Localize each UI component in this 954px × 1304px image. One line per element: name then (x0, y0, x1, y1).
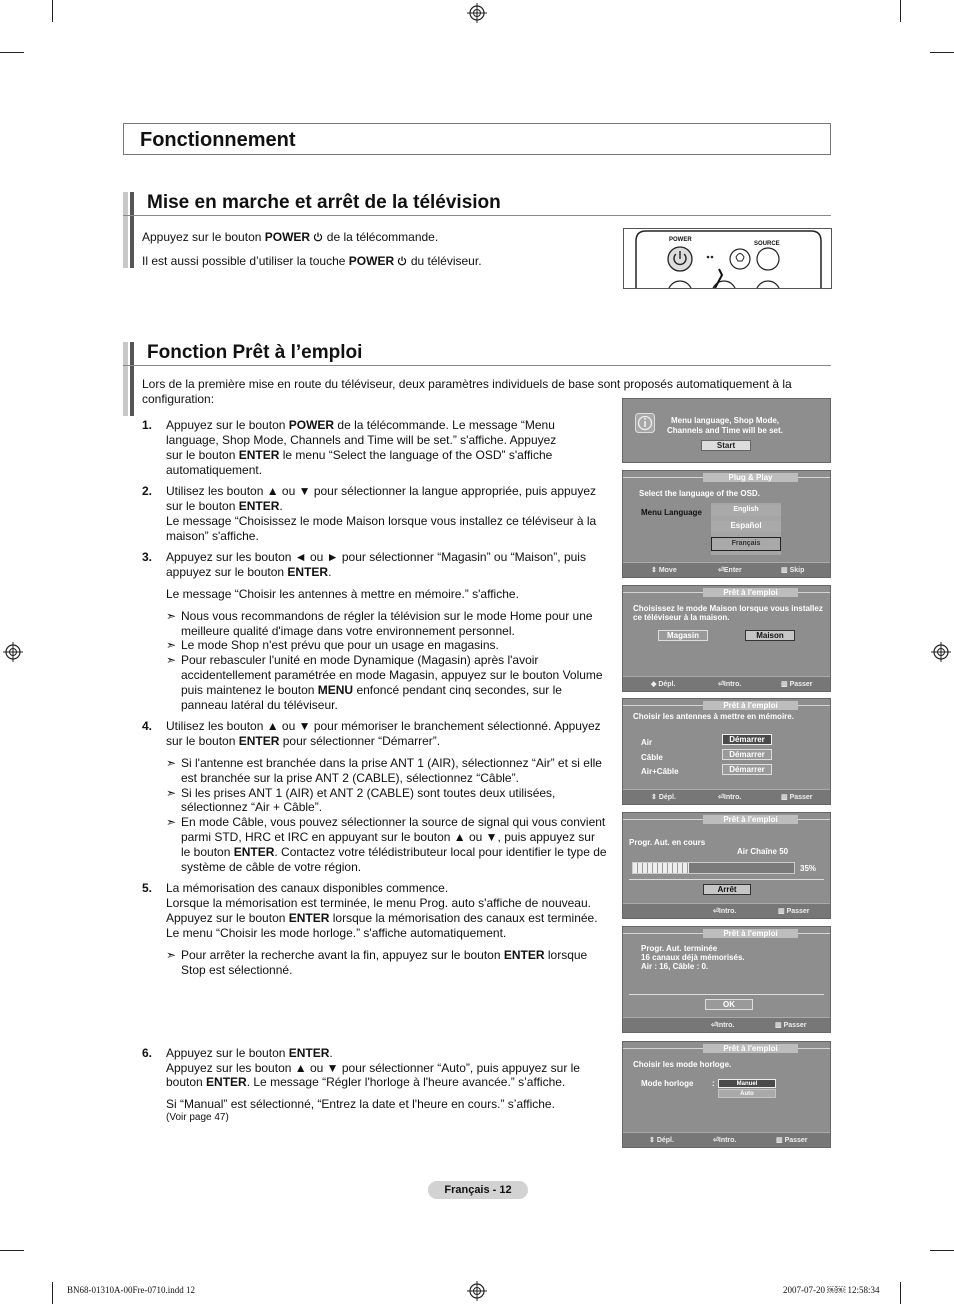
chapter-title: Fonctionnement (140, 129, 296, 151)
osd-footer (623, 903, 830, 918)
section-heading (123, 190, 831, 216)
note-line: Pour arrêter la recherche avant la fin, appuyez sur le bouton ENTER lorsque (181, 948, 588, 962)
file-slug: BN68-01310A-00Fre-0710.indd 12 (67, 1285, 195, 1295)
intro-line: Lors de la première mise en route du téléviseur, deux paramètres individuels de base sont proposés automatiquement à la (142, 377, 792, 391)
note-symbol: ➣ (166, 815, 177, 829)
page-number: Français - 12 (428, 1181, 528, 1199)
language-option-english[interactable]: English (711, 505, 781, 516)
skip-hint: ▥ Passer (776, 1137, 808, 1144)
osd-footer (623, 562, 830, 577)
osd-prompt: Choisir les mode horloge. (633, 1060, 732, 1069)
progress-percent: 35% (800, 864, 817, 873)
start-button[interactable]: Start (701, 440, 751, 451)
enter-hint: ⏎Intro. (718, 794, 742, 801)
chapter-heading (123, 123, 831, 155)
osd-footer (623, 676, 830, 691)
step-number: 5. (142, 881, 153, 895)
clock-mode-colon: : (712, 1079, 715, 1088)
note-line: est branchée sur la prise ANT 2 (CABLE), sélectionnez “Câble”. (181, 771, 519, 785)
step-line: Le menu “Choisir les mode horloge.” s'affiche automatiquement. (166, 926, 507, 940)
progress-bar (632, 862, 795, 874)
step-line: Appuyez sur le bouton ENTER. (166, 1046, 333, 1060)
crop-mark (52, 0, 53, 22)
crop-mark (0, 1250, 24, 1251)
enter-hint: ⏎Intro. (713, 908, 737, 915)
osd-screen-auto-program (622, 812, 831, 919)
start-air-button[interactable]: Démarrer (722, 734, 772, 745)
osd-screen-antenna (622, 698, 831, 805)
note-line: système de câble de votre région. (181, 860, 362, 874)
progress-divider (629, 879, 824, 880)
step-line: Appuyez sur le bouton ENTER lorsque la mémorisation des canaux est terminée. (166, 911, 598, 925)
step-line: sur le bouton ENTER pour sélectionner “Démarrer”. (166, 734, 441, 748)
enter-hint: ⏎Intro. (711, 1022, 735, 1029)
channel-status: Air Chaîne 50 (737, 847, 789, 856)
osd-footer (623, 1017, 830, 1032)
clock-option-auto[interactable]: Auto (718, 1089, 776, 1098)
osd-title: Prêt à l'emploi (703, 1044, 798, 1053)
step-line: Si “Manual” est sélectionné, “Entrez la date et l'heure en cours.” s’affiche. (166, 1097, 555, 1111)
enter-hint: ⏎Enter (718, 567, 742, 574)
antenna-cable-label: Câble (641, 753, 663, 762)
osd-screen-clock-mode (622, 1041, 831, 1148)
registration-mark-icon (931, 642, 951, 662)
move-hint: ⇕ Dépl. (649, 1137, 674, 1144)
step-line: automatiquement. (166, 463, 263, 477)
crop-mark (900, 1282, 901, 1304)
antenna-air-cable-label: Air+Câble (641, 767, 679, 776)
step-line: Le message “Choisir les antennes à mettre en mémoire.” s'affiche. (166, 587, 519, 601)
stop-button[interactable]: Arrêt (703, 884, 751, 895)
osd-screen-auto-program-done (622, 926, 831, 1033)
step-line: maison” s'affiche. (166, 529, 259, 543)
note-line: parmi STD, HRC et IRC en appuyant sur le bouton ▲ ou ▼, puis appuyez sur (181, 830, 595, 844)
intro-line: configuration: (142, 392, 215, 406)
enter-hint: ⏎Intro. (718, 681, 742, 688)
step-number: 1. (142, 418, 153, 432)
note-line: Stop est sélectionné. (181, 963, 293, 977)
antenna-air-label: Air (641, 738, 653, 747)
step-line: La mémorisation des canaux disponibles commence. (166, 881, 449, 895)
osd-title: Prêt à l'emploi (703, 588, 798, 597)
language-option-francais[interactable]: Français (711, 537, 781, 551)
page-reference: (Voir page 47) (166, 1112, 229, 1123)
step-line: sur le bouton ENTER le menu “Select the language of the OSD” s'affiche (166, 448, 553, 462)
progress-status: Progr. Aut. en cours (629, 838, 706, 847)
note-symbol: ➣ (166, 756, 177, 770)
registration-mark-icon (467, 3, 487, 23)
shop-mode-option[interactable]: Magasin (658, 630, 708, 641)
step-number: 2. (142, 484, 153, 498)
note-symbol: ➣ (166, 638, 177, 652)
home-mode-option[interactable]: Maison (745, 630, 795, 641)
date-slug: 2007-07-20 ￼￼ 12:58:34 (783, 1285, 880, 1295)
skip-hint: ▥ Passer (778, 908, 810, 915)
start-air-cable-button[interactable]: Démarrer (722, 764, 772, 775)
crop-mark (52, 1282, 53, 1304)
osd-footer (623, 1132, 830, 1147)
note-line: En mode Câble, vous pouvez sélectionner la source de signal qui vous convient (181, 815, 606, 829)
section-title: Fonction Prêt à l’emploi (147, 342, 363, 363)
note-line: sélectionnez “Air + Câble”. (181, 800, 323, 814)
note-line: le bouton ENTER. Contactez votre télédistributeur local pour identifier le type de (181, 845, 607, 859)
skip-hint: ▥ Passer (781, 794, 813, 801)
registration-mark-icon (467, 1281, 487, 1301)
power-icon (397, 256, 407, 266)
skip-hint: ▥ Passer (775, 1022, 807, 1029)
clock-mode-label: Mode horloge (641, 1079, 694, 1088)
step-number: 6. (142, 1046, 153, 1060)
step-line: appuyez sur le bouton ENTER. (166, 565, 332, 579)
note-line: puis maintenez le bouton MENU enfoncé pendant cinq secondes, sur le (181, 683, 562, 697)
step-line: language, Shop Mode, Channels and Time will be set.” s'affiche. Appuyez (166, 433, 557, 447)
crop-mark (930, 1250, 954, 1251)
menu-language-label: Menu Language (641, 508, 702, 517)
osd-title: Prêt à l'emploi (703, 815, 798, 824)
step-line: Utilisez les bouton ▲ ou ▼ pour mémoriser le branchement sélectionné. Appuyez (166, 719, 601, 733)
step-line: bouton ENTER. Le message “Régler l'horloge à l'heure avancée.” s’affiche. (166, 1075, 566, 1089)
osd-screen-plug-play (622, 470, 831, 578)
osd-message: Menu language, Shop Mode, (671, 416, 779, 425)
note-line: Si les prises ANT 1 (AIR) et ANT 2 (CABLE) sont toutes deux utilisées, (181, 786, 556, 800)
move-hint: ⇕ Move (651, 567, 677, 574)
source-label: SOURCE (754, 241, 780, 247)
progress-divider (629, 994, 824, 995)
osd-footer (623, 789, 830, 804)
osd-message: Channels and Time will be set. (667, 426, 783, 435)
enter-hint: ⏎Intro. (713, 1137, 737, 1144)
section-heading (123, 340, 831, 366)
move-hint: ◆ Dépl. (651, 681, 676, 688)
move-hint: ⇕ Dépl. (651, 794, 676, 801)
registration-mark-icon (3, 642, 23, 662)
osd-screen-start (622, 398, 831, 463)
note-line: Pour rebasculer l'unité en mode Dynamique (Magasin) après l'avoir (181, 653, 539, 667)
clock-option-manual[interactable]: Manuel (718, 1079, 776, 1088)
step-line: Appuyez sur les bouton ◄ ou ► pour sélectionner “Magasin” ou “Maison”, puis (166, 550, 586, 564)
channel-count: Air : 16, Câble : 0. (641, 962, 709, 971)
osd-message: Choisissez le mode Maison lorsque vous installez (633, 604, 823, 613)
step-number: 4. (142, 719, 153, 733)
osd-title: Prêt à l'emploi (703, 929, 798, 938)
note-line: Si l'antenne est branchée dans la prise ANT 1 (AIR), sélectionnez “Air” et si elle (181, 756, 602, 770)
ok-button[interactable]: OK (705, 999, 753, 1010)
step-number: 3. (142, 550, 153, 564)
note-line: meilleure qualité d'image dans votre environnement personnel. (181, 624, 515, 638)
section-title: Mise en marche et arrêt de la télévision (147, 192, 501, 213)
language-option-espanol[interactable]: Español (711, 521, 781, 532)
note-line: accidentellement paramétrée en mode Magasin, appuyez sur le bouton Volume (181, 668, 603, 682)
start-cable-button[interactable]: Démarrer (722, 749, 772, 760)
done-status: Progr. Aut. terminée (641, 944, 718, 953)
step-line: sur le bouton ENTER. (166, 499, 283, 513)
osd-title: Plug & Play (703, 473, 798, 482)
channels-stored: 16 canaux déjà mémorisés. (641, 953, 745, 962)
osd-message: ce téléviseur à la maison. (633, 613, 730, 622)
power-label: POWER (669, 237, 692, 243)
step-line: Le message “Choisissez le mode Maison lorsque vous installez ce téléviseur à la (166, 514, 597, 528)
power-instruction-tv: Il est aussi possible d’utiliser la touche POWER du téléviseur. (142, 254, 482, 268)
crop-mark (0, 52, 24, 53)
info-icon (635, 413, 655, 433)
note-symbol: ➣ (166, 948, 177, 962)
osd-prompt: Choisir les antennes à mettre en mémoire. (633, 712, 794, 721)
osd-title: Prêt à l'emploi (703, 701, 798, 710)
crop-mark (930, 52, 954, 53)
crop-mark (900, 0, 901, 22)
power-instruction-remote: Appuyez sur le bouton POWER de la télécommande. (142, 230, 439, 244)
osd-prompt: Select the language of the OSD. (639, 489, 760, 498)
progress-fill (633, 863, 689, 873)
step-line: Utilisez les bouton ▲ ou ▼ pour sélectionner la langue appropriée, puis appuyez (166, 484, 597, 498)
note-symbol: ➣ (166, 786, 177, 800)
step-line: Appuyez sur le bouton POWER de la télécommande. Le message “Menu (166, 418, 555, 432)
note-line: Le mode Shop n'est prévu que pour un usage en magasins. (181, 638, 499, 652)
note-line: Nous vous recommandons de régler la télévision sur le mode Home pour une (181, 609, 593, 623)
note-line: panneau latéral du téléviseur. (181, 698, 338, 712)
power-icon (313, 232, 323, 242)
note-symbol: ➣ (166, 609, 177, 623)
note-symbol: ➣ (166, 653, 177, 667)
remote-drawing (624, 229, 832, 289)
skip-hint: ▥ Passer (781, 681, 813, 688)
skip-hint: ▥ Skip (781, 567, 805, 574)
osd-screen-home-mode (622, 585, 831, 692)
step-line: Appuyez sur les bouton ▲ ou ▼ pour sélectionner “Auto”, puis appuyez sur le (166, 1061, 580, 1075)
step-line: Lorsque la mémorisation est terminée, le menu Prog. auto s'affiche de nouveau. (166, 896, 591, 910)
remote-illustration (623, 228, 832, 289)
